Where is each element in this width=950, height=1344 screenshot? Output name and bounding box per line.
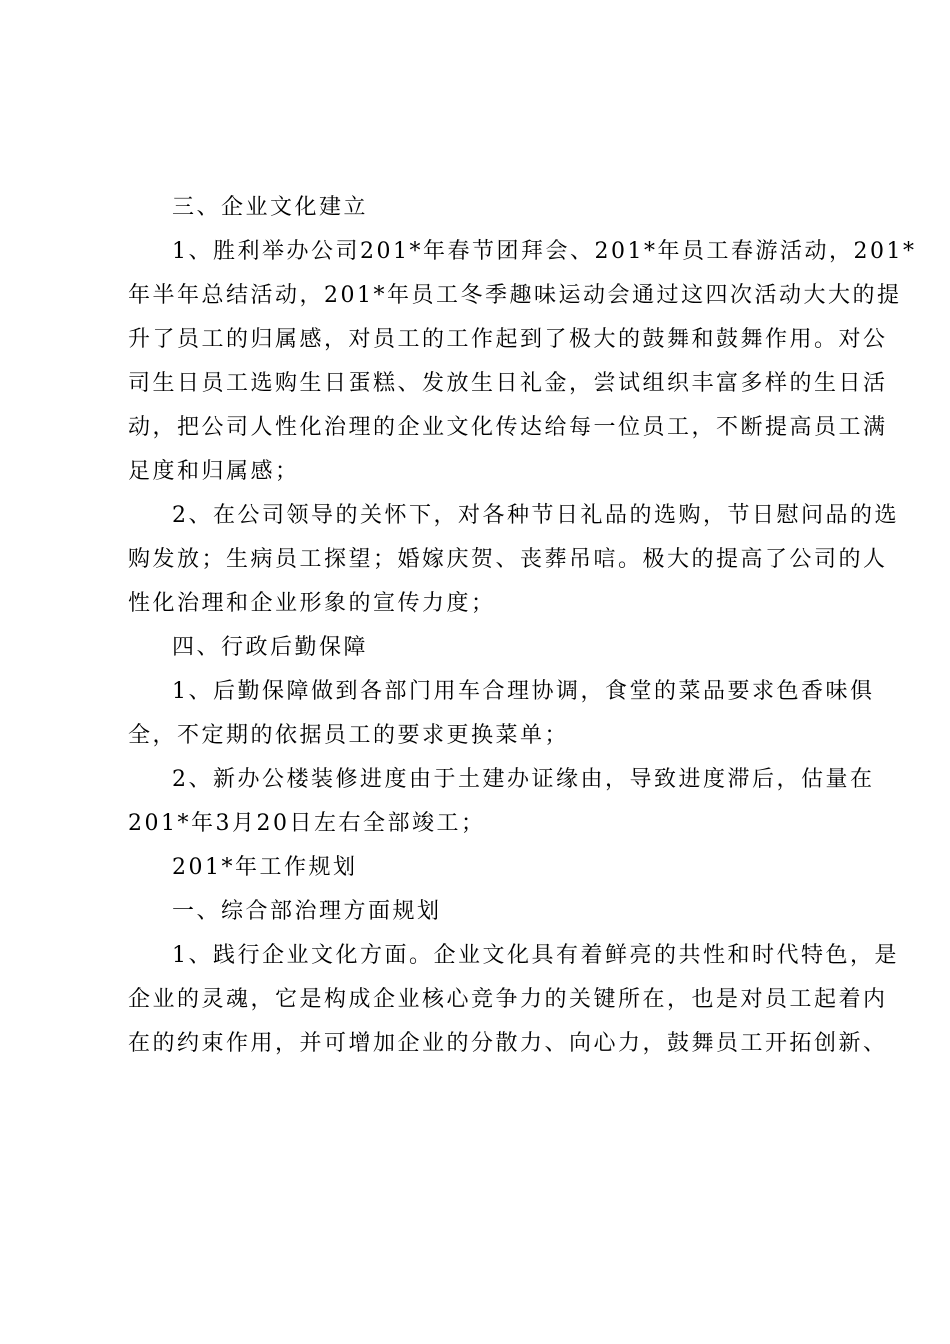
text-line: 足度和归属感；	[128, 459, 300, 484]
text-line: 1、践行企业文化方面。企业文化具有着鲜亮的共性和时代特色，是	[172, 943, 899, 968]
text-line: 企业的灵魂，它是构成企业核心竞争力的关键所在，也是对员工起着内	[128, 987, 888, 1012]
paragraph-culture-item-1	[128, 230, 917, 494]
paragraph-logistics-item-2	[128, 758, 875, 846]
heading-work-plan	[128, 846, 834, 890]
text-line: 四、行政后勤保障	[172, 635, 369, 660]
text-line: 在的约束作用，并可增加企业的分散力、向心力，鼓舞员工开拓创新、	[128, 1031, 888, 1056]
text-line: 司生日员工选购生日蛋糕、发放生日礼金，尝试组织丰富多样的生日活	[128, 371, 888, 396]
text-line: 201*年3月20日左右全部竣工；	[128, 811, 486, 836]
text-line: 全，不定期的依据员工的要求更换菜单；	[128, 723, 570, 748]
heading-enterprise-culture	[128, 186, 834, 230]
text-line: 三、企业文化建立	[172, 195, 369, 220]
paragraph-plan-item-1	[128, 934, 899, 1066]
text-line: 201*年工作规划	[172, 855, 358, 880]
text-line: 年半年总结活动，201*年员工冬季趣味运动会通过这四次活动大大的提	[128, 283, 902, 308]
text-line: 1、后勤保障做到各部门用车合理协调，食堂的菜品要求色香味俱	[172, 679, 875, 704]
heading-general-dept-plan	[128, 890, 834, 934]
text-line: 1、胜利举办公司201*年春节团拜会、201*年员工春游活动，201*	[172, 239, 917, 264]
heading-admin-logistics	[128, 626, 834, 670]
document-body	[128, 186, 917, 1066]
text-line: 升了员工的归属感，对员工的工作起到了极大的鼓舞和鼓舞作用。对公	[128, 327, 888, 352]
text-line: 2、新办公楼装修进度由于土建办证缘由，导致进度滞后，估量在	[172, 767, 875, 792]
paragraph-logistics-item-1	[128, 670, 875, 758]
text-line: 2、在公司领导的关怀下，对各种节日礼品的选购，节日慰问品的选	[172, 503, 899, 528]
text-line: 性化治理和企业形象的宣传力度；	[128, 591, 496, 616]
text-line: 一、综合部治理方面规划	[172, 899, 442, 924]
text-line: 购发放；生病员工探望；婚嫁庆贺、丧葬吊唁。极大的提高了公司的人	[128, 547, 888, 572]
paragraph-culture-item-2	[128, 494, 899, 626]
text-line: 动，把公司人性化治理的企业文化传达给每一位员工，不断提高员工满	[128, 415, 888, 440]
